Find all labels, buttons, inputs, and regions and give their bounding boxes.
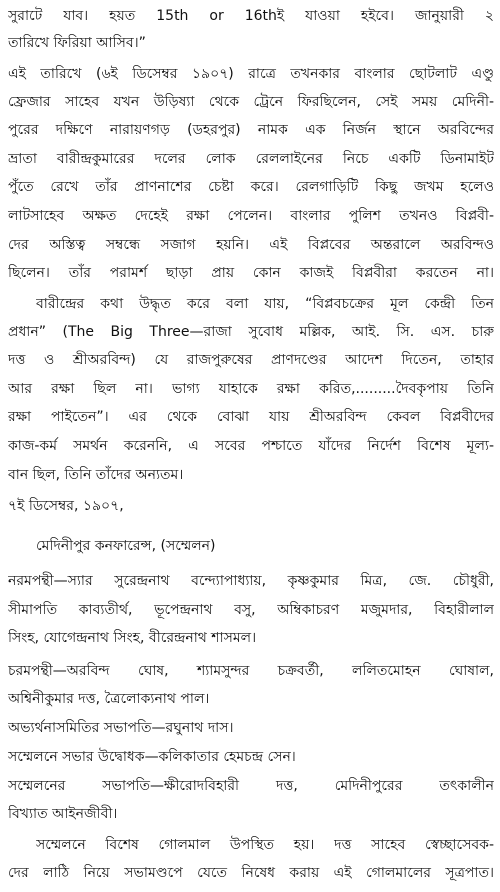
text-line: আর রক্ষা ছিল না। ভাগ্য যাহাকে রক্ষা করিত,.........দৈবকৃপায় তিনি [8, 381, 494, 397]
text-line: তারিখে ফিরিয়া আসিব।” [8, 35, 146, 51]
text-line: নরমপন্থী—স্যার সুরেন্দ্রনাথ বন্দ্যোপাধ্যায়, কৃষ্ণকুমার মিত্র, জে. চৌধুরী, [8, 573, 494, 589]
text-line: বান ছিল, তিনি তাঁদের অন্যতম। [8, 467, 184, 483]
text-line: সম্মেলনে সভার উদ্বোধক—কলিকাতার হেমচন্দ্র সেন। [8, 749, 296, 765]
text-line: প্রধান” (The Big Three—রাজা সুবোধ মল্লিক, আই. সি. এস. চারু [8, 324, 494, 340]
text-line: সম্মেলনের সভাপতি—ক্ষীরোদবিহারী দত্ত, মেদিনীপুরের তৎকালীন [8, 778, 494, 794]
text-line: সিংহ, যোগেন্দ্রনাথ সিংহ, বীরেন্দ্রনাথ শাসমল। [8, 630, 257, 646]
text-line: সীমাপতি কাব্যতীর্থ, ভূপেন্দ্রনাথ বসু, অম্বিকাচরণ মজুমদার, বিহারীলাল [8, 602, 494, 618]
text-line: অশ্বিনীকুমার দত্ত, ত্রৈলোক্যনাথ পাল। [8, 691, 210, 707]
text-line: রক্ষা পাইতেন”। এর থেকে বোঝা যায় শ্রীঅরবিন্দ কেবল বিপ্লবীদের [8, 409, 494, 425]
text-line: অভ্যর্থনাসমিতির সভাপতি—রঘুনাথ দাস। [8, 720, 234, 736]
text-line: ছিলেন। তাঁর পরামর্শ ছাড়া প্রায় কোন কাজই বিপ্লবীরা করতেন না। [8, 265, 494, 281]
text-line: এই তারিখে (৬ই ডিসেম্বর ১৯০৭) রাত্রে তখনকার বাংলার ছোটলাট এণ্ডু [8, 66, 494, 82]
text-line: ভ্রাতা বারীন্দ্রকুমারের দলের লোক রেললাইনের নিচে একটি ডিনামাইট [8, 151, 494, 167]
text-line: ফ্রেজার সাহেব যখন উড়িষ্যা থেকে ট্রেনে ফিরছিলেন, সেই সময় মেদিনী- [8, 94, 494, 110]
text-line: চরমপন্থী—অরবিন্দ ঘোষ, শ্যামসুন্দর চক্রবর্তী, ললিতমোহন ঘোষাল, [8, 663, 494, 679]
section-heading: মেদিনীপুর কনফারেন্স, (সম্মেলন) [36, 538, 216, 554]
text-line: পুঁতে রেখে তাঁর প্রাণনাশের চেষ্টা করে। রেলগাড়িটি কিছু জখম হলেও [8, 179, 494, 195]
text-line: কাজ-কর্ম সমর্থন করেননি, এ সবের পশ্চাতে যাঁদের নির্দেশ বিশেষ মূল্য- [8, 438, 494, 454]
text-line: বারীন্দ্রের কথা উদ্ধৃত করে বলা যায়, “বিপ্লবচক্রের মূল কেন্দ্রী তিন [36, 296, 494, 312]
text-line: পুরের দক্ষিণে নারায়ণগড় (ডহরপুর) নামক এক নির্জন স্থানে অরবিন্দের [8, 122, 494, 138]
text-line: বিখ্যাত আইনজীবী। [8, 806, 118, 822]
text-line: লাটসাহেব অক্ষত দেহেই রক্ষা পেলেন। বাংলার পুলিশ তখনও বিপ্লবী- [8, 208, 494, 224]
date-line: ৭ই ডিসেম্বর, ১৯০৭, [8, 498, 124, 514]
text-line: দত্ত ও শ্রীঅরবিন্দ) যে রাজপুরুষের প্রাণদণ্ডের আদেশ দিতেন, তাহার [8, 352, 494, 368]
text-line: সম্মেলনে বিশেষ গোলমাল উপস্থিত হয়। দত্ত সাহেব স্বেচ্ছাসেবক- [36, 837, 494, 853]
text-line: সুরাটে যাব। হয়ত 15th or 16thই যাওয়া হইবে। জানুয়ারী ২ [8, 8, 494, 24]
text-line: দের লাঠি নিয়ে সভামণ্ডপে যেতে নিষেধ করায় এই গোলমালের সূত্রপাত। [8, 865, 494, 881]
text-line: দের অস্তিত্ব সম্বন্ধে সজাগ হয়নি। এই বিপ্লবের অন্তরালে অরবিন্দও [8, 237, 494, 253]
